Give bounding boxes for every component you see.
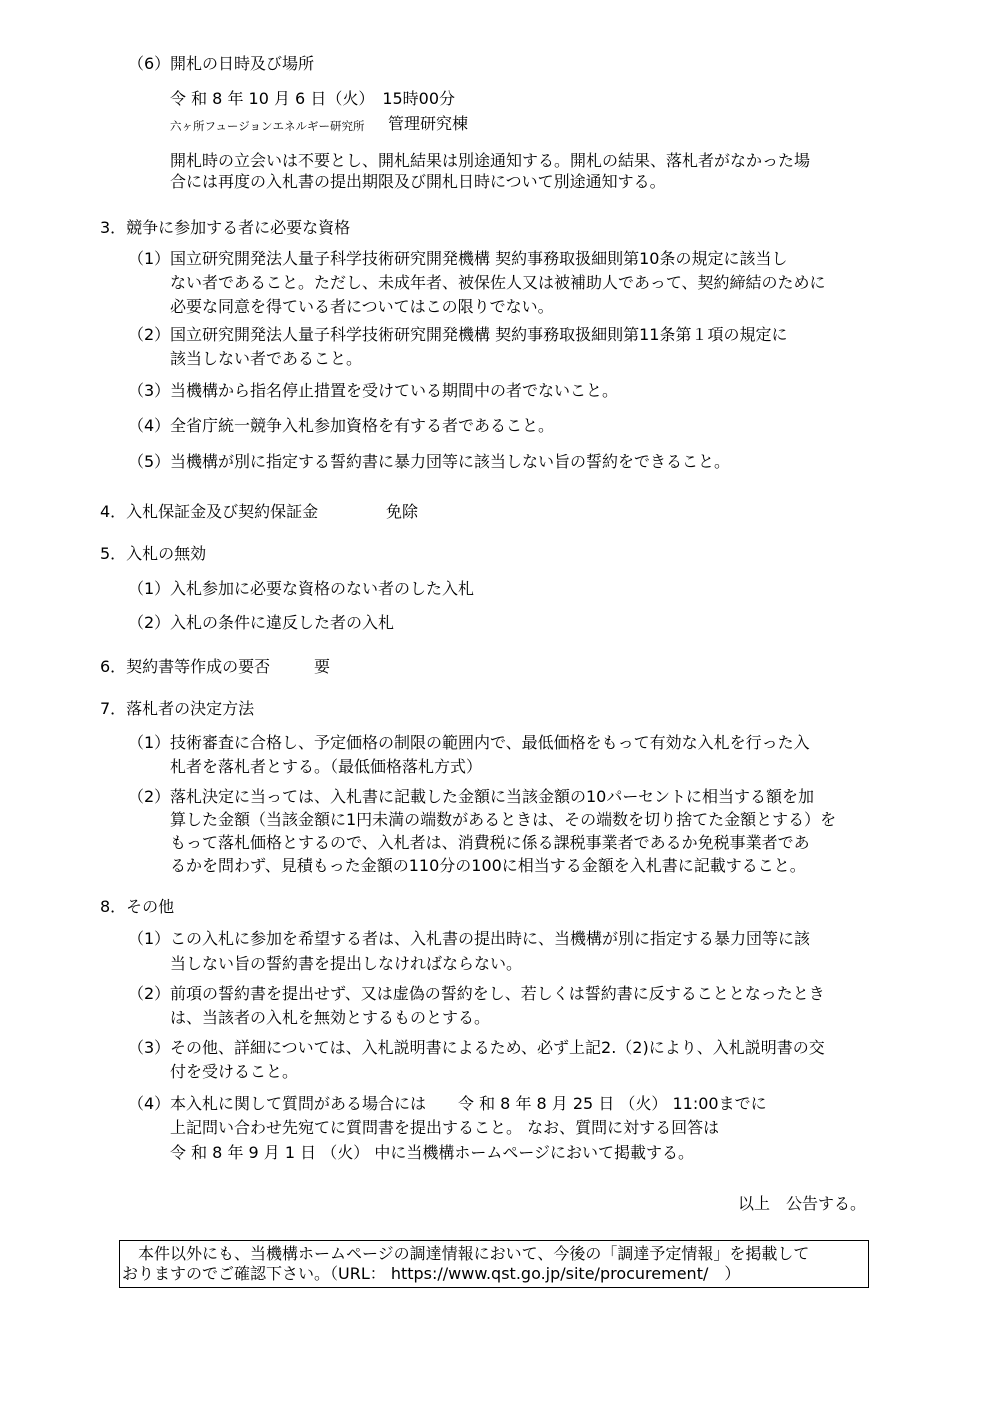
item-number: （3） xyxy=(128,381,171,400)
item-number: （4） xyxy=(128,1094,171,1113)
notice-box xyxy=(119,1240,869,1288)
section-heading: 5．入札の無効 xyxy=(100,544,207,563)
item-text: 算した金額（当該金額に1円未満の端数があるときは、その端数を切り捨てた金額とする）を xyxy=(170,810,837,829)
section-heading: 3．競争に参加する者に必要な資格 xyxy=(100,218,351,237)
item-text: 国立研究開発法人量子科学技術研究開発機構 契約事務取扱細則第10条の規定に該当し xyxy=(170,249,788,268)
item-text: 全省庁統一競争入札参加資格を有する者であること。 xyxy=(170,416,555,435)
item-text: 国立研究開発法人量子科学技術研究開発機構 契約事務取扱細則第11条第１項の規定に xyxy=(170,325,788,344)
item-number: （1） xyxy=(128,249,171,268)
item-text: この入札に参加を希望する者は、入札書の提出時に、当機構が別に指定する暴力団等に該 xyxy=(170,929,811,948)
item-text: その他、詳細については、入札説明書によるため、必ず上記2.（2)により、入札説明書の交 xyxy=(170,1038,825,1057)
item-number: （2） xyxy=(128,787,171,806)
item-number: （2） xyxy=(128,325,171,344)
item-text: 前項の誓約書を提出せず、又は虚偽の誓約をし、若しくは誓約書に反することとなったとき xyxy=(170,984,825,1003)
item-number: （3） xyxy=(128,1038,171,1057)
section-value: 要 xyxy=(314,657,331,676)
place-institute: 六ヶ所フュージョンエネルギー研究所 xyxy=(170,119,365,133)
item-number: （2） xyxy=(128,984,171,1003)
item-text: 当機構が別に指定する誓約書に暴力団等に該当しない旨の誓約をできること。 xyxy=(170,452,731,471)
closing-text: 以上 公告する。 xyxy=(738,1194,867,1213)
item-number: （5） xyxy=(128,452,171,471)
section-heading: 7．落札者の決定方法 xyxy=(100,699,255,718)
section-value: 免除 xyxy=(386,502,419,521)
section-heading: 4．入札保証金及び契約保証金 xyxy=(100,502,319,521)
item-title: 開札の日時及び場所 xyxy=(170,54,315,73)
item-text: ない者であること。ただし、未成年者、被保佐人又は被補助人であって、契約締結のために xyxy=(170,273,826,292)
item-text: 本入札に関して質問がある場合には 令 和 8 年 8 月 25 日 （火） 11:00までに xyxy=(170,1094,767,1113)
item-text: は、当該者の入札を無効とするものとする。 xyxy=(170,1008,491,1027)
item-text: 令 和 8 年 9 月 1 日 （火） 中に当機構ホームページにおいて掲載する。 xyxy=(170,1143,694,1162)
place-building: 管理研究棟 xyxy=(388,114,469,133)
item-number: （4） xyxy=(128,416,171,435)
item-number: （1） xyxy=(128,579,171,598)
section-heading: 6．契約書等作成の要否 xyxy=(100,657,271,676)
opening-note: 開札時の立会いは不要とし、開札結果は別途通知する。開札の結果、落札者がなかった場 xyxy=(170,151,811,170)
item-number: （2） xyxy=(128,613,171,632)
section-heading: 8．その他 xyxy=(100,897,175,916)
item-text: 入札参加に必要な資格のない者のした入札 xyxy=(170,579,475,598)
opening-datetime: 令 和 8 年 10 月 6 日（火） 15時00分 xyxy=(170,89,456,108)
item-text: 札者を落札者とする。（最低価格落札方式） xyxy=(170,757,483,776)
notice-text: おりますのでご確認下さい。（URL： https://www.qst.go.jp/site/procurement/ ） xyxy=(122,1264,741,1283)
opening-note: 合には再度の入札書の提出期限及び開札日時について別途通知する。 xyxy=(170,172,666,191)
item-text: るかを問わず、見積もった金額の110分の100に相当する金額を入札書に記載すること。 xyxy=(170,856,806,875)
item-text: 落札決定に当っては、入札書に記載した金額に当該金額の10パーセントに相当する額を加 xyxy=(170,787,815,806)
item-number: （1） xyxy=(128,929,171,948)
item-number: （6） xyxy=(128,54,171,73)
item-text: 技術審査に合格し、予定価格の制限の範囲内で、最低価格をもって有効な入札を行った入 xyxy=(170,733,810,752)
item-text: 該当しない者であること。 xyxy=(170,349,363,368)
notice-text: 本件以外にも、当機構ホームページの調達情報において、今後の「調達予定情報」を掲載して xyxy=(122,1244,810,1263)
item-text: 入札の条件に違反した者の入札 xyxy=(170,613,395,632)
item-text: 付を受けること。 xyxy=(170,1062,299,1081)
item-text: もって落札価格とするので、入札者は、消費税に係る課税事業者であるか免税事業者であ xyxy=(170,833,810,852)
item-text: 当しない旨の誓約書を提出しなければならない。 xyxy=(170,954,523,973)
item-text: 上記問い合わせ先宛てに質問書を提出すること。 なお、質問に対する回答は xyxy=(170,1118,720,1137)
item-number: （1） xyxy=(128,733,171,752)
item-text: 必要な同意を得ている者についてはこの限りでない。 xyxy=(170,297,554,316)
item-text: 当機構から指名停止措置を受けている期間中の者でないこと。 xyxy=(170,381,619,400)
